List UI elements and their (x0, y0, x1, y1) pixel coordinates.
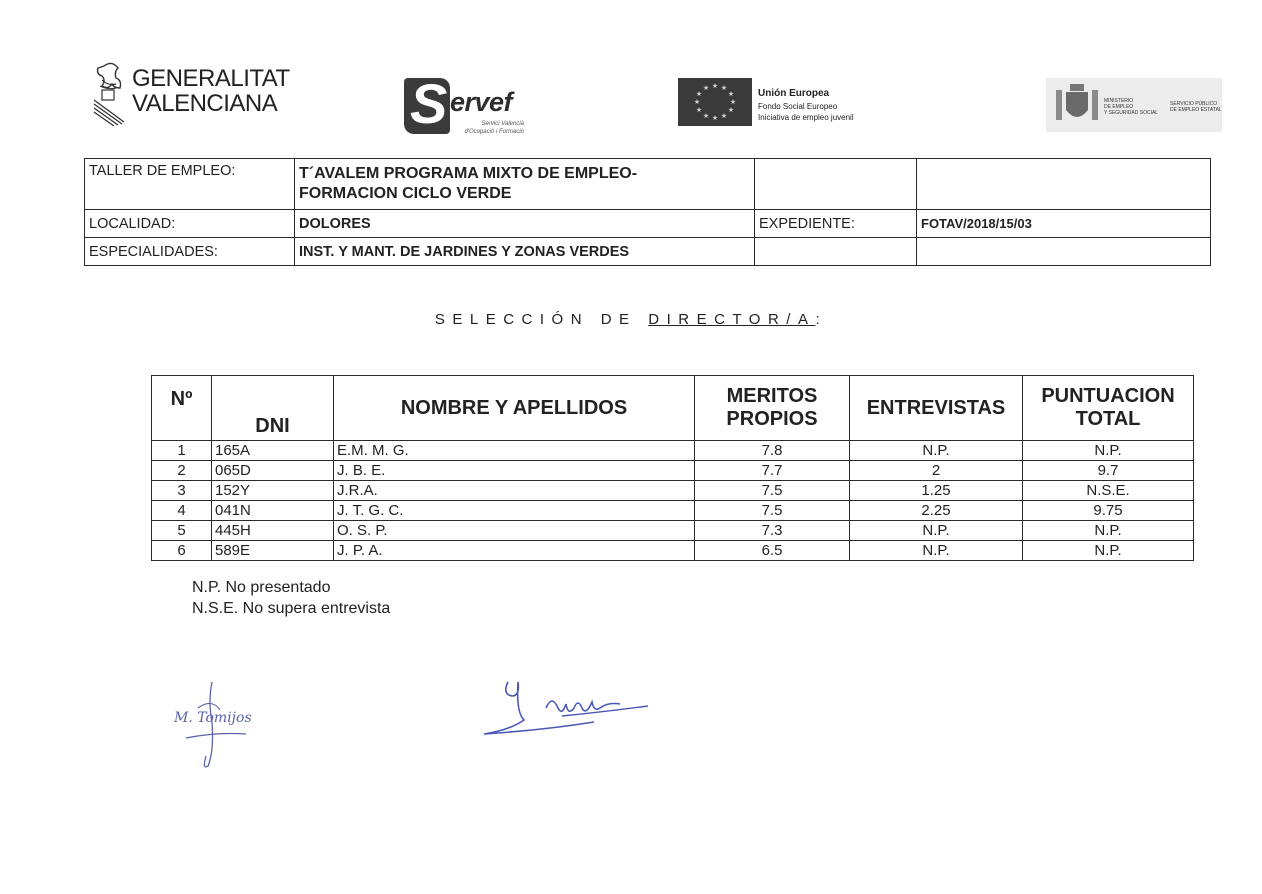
row-total: N.P. (1023, 521, 1194, 541)
row-entrevistas: N.P. (850, 541, 1023, 561)
row-dni: 445H (212, 521, 334, 541)
servef-s-letter: S (410, 72, 448, 135)
note-no-presentado: N.P. No presentado (192, 579, 331, 596)
table-row (152, 501, 1194, 521)
especialidades-empty-cell-1 (755, 238, 917, 266)
svg-text:★: ★ (727, 106, 735, 114)
expediente-value: FOTAV/2018/15/03 (917, 210, 1211, 238)
header-puntuacion: PUNTUACION TOTAL (1023, 376, 1194, 441)
servef-s-block (404, 72, 450, 135)
servef-subtitle-2: d'Ocupació i Formació (464, 129, 524, 135)
especialidades-label: ESPECIALIDADES: (85, 238, 295, 266)
table-row (152, 521, 1194, 541)
signature-left (168, 676, 268, 776)
row-nombre: J. T. G. C. (334, 501, 695, 521)
eu-flag-icon (678, 78, 752, 126)
note-no-supera: N.S.E. No supera entrevista (192, 600, 391, 617)
svg-text:★: ★ (711, 82, 719, 90)
row-num: 4 (152, 501, 212, 521)
row-entrevistas: 1.25 (850, 481, 1023, 501)
row-total: N.P. (1023, 541, 1194, 561)
section-title-prefix: SELECCIÓN DE (434, 311, 649, 328)
workshop-info-table (84, 158, 1211, 266)
header-num: Nº (152, 376, 212, 441)
row-meritos: 7.5 (695, 501, 850, 521)
table-row (152, 481, 1194, 501)
row-entrevistas: N.P. (850, 521, 1023, 541)
signature-left-drawing (168, 676, 268, 776)
row-num: 3 (152, 481, 212, 501)
svg-text:★: ★ (693, 98, 701, 106)
table-row (152, 461, 1194, 481)
row-total: 9.7 (1023, 461, 1194, 481)
expediente-label: EXPEDIENTE: (755, 210, 917, 238)
row-total: N.S.E. (1023, 481, 1194, 501)
row-meritos: 7.5 (695, 481, 850, 501)
servef-word: ervef (450, 87, 513, 117)
svg-text:★: ★ (695, 90, 703, 98)
svg-text:★: ★ (720, 84, 728, 92)
row-total: 9.75 (1023, 501, 1194, 521)
row-dni: 165A (212, 441, 334, 461)
info-row-especialidades (85, 238, 1211, 266)
row-dni: 152Y (212, 481, 334, 501)
svg-text:★: ★ (702, 112, 710, 120)
localidad-value: DOLORES (295, 210, 755, 238)
svg-text:★: ★ (711, 114, 719, 122)
row-total: N.P. (1023, 441, 1194, 461)
taller-value: T´AVALEM PROGRAMA MIXTO DE EMPLEO- FORMACION CICLO VERDE (295, 159, 755, 210)
ministerio-line-3: Y SEGURIDAD SOCIAL (1104, 110, 1159, 116)
row-meritos: 7.7 (695, 461, 850, 481)
localidad-label: LOCALIDAD: (85, 210, 295, 238)
sepe-line-2: DE EMPLEO ESTATAL (1170, 107, 1222, 113)
info-row-taller (85, 159, 1211, 210)
eu-initiative-line: Iniciativa de empleo juvenil (758, 113, 854, 122)
row-num: 2 (152, 461, 212, 481)
servef-logo (404, 72, 534, 138)
eu-stars-icon (678, 78, 752, 126)
row-entrevistas: 2 (850, 461, 1023, 481)
taller-empty-cell-2 (917, 159, 1211, 210)
row-dni: 589E (212, 541, 334, 561)
row-meritos: 7.8 (695, 441, 850, 461)
row-num: 5 (152, 521, 212, 541)
selection-results-table (151, 375, 1194, 561)
servef-subtitle-1: Servici Valencià (481, 121, 524, 127)
row-entrevistas: 2.25 (850, 501, 1023, 521)
generalitat-emblem-icon (90, 60, 130, 126)
row-num: 6 (152, 541, 212, 561)
ministerio-empleo-logo (1046, 78, 1222, 132)
section-title-role: DIRECTOR/A (648, 311, 816, 328)
row-num: 1 (152, 441, 212, 461)
row-meritos: 6.5 (695, 541, 850, 561)
union-europea-logo (678, 78, 898, 128)
header-nombre: NOMBRE Y APELLIDOS (334, 376, 695, 441)
svg-text:★: ★ (729, 98, 737, 106)
header-entrevistas: ENTREVISTAS (850, 376, 1023, 441)
sepe-line-1: SERVICIO PÚBLICO (1170, 101, 1218, 107)
taller-empty-cell-1 (755, 159, 917, 210)
especialidades-value: INST. Y MANT. DE JARDINES Y ZONAS VERDES (295, 238, 755, 266)
results-header-row (152, 376, 1194, 441)
signature-right (472, 672, 662, 744)
row-dni: 041N (212, 501, 334, 521)
svg-text:★: ★ (695, 106, 703, 114)
row-nombre: J. B. E. (334, 461, 695, 481)
taller-label: TALLER DE EMPLEO: (85, 159, 295, 210)
row-meritos: 7.3 (695, 521, 850, 541)
row-nombre: E.M. M. G. (334, 441, 695, 461)
row-entrevistas: N.P. (850, 441, 1023, 461)
signature-right-drawing (472, 672, 662, 744)
header-meritos: MERITOS PROPIOS (695, 376, 850, 441)
section-title-suffix: : (815, 311, 828, 328)
svg-text:★: ★ (702, 84, 710, 92)
generalitat-valenciana-logo (90, 60, 290, 126)
generalitat-text: GENERALITAT VALENCIANA (132, 65, 290, 117)
spain-coat-of-arms-icon (1054, 82, 1100, 128)
table-row (152, 541, 1194, 561)
row-nombre: J.R.A. (334, 481, 695, 501)
ministerio-line-1: MINISTERIO (1104, 98, 1134, 104)
ministerio-line-2: DE EMPLEO (1104, 104, 1134, 110)
eu-fund-line: Fondo Social Europeo (758, 102, 838, 111)
header-dni: DNI (212, 376, 334, 441)
eu-title: Unión Europea (758, 88, 830, 99)
row-nombre: O. S. P. (334, 521, 695, 541)
especialidades-empty-cell-2 (917, 238, 1211, 266)
row-dni: 065D (212, 461, 334, 481)
svg-text:★: ★ (720, 112, 728, 120)
table-row (152, 441, 1194, 461)
section-title (0, 311, 1262, 328)
svg-text:★: ★ (727, 90, 735, 98)
info-row-localidad (85, 210, 1211, 238)
row-nombre: J. P. A. (334, 541, 695, 561)
signature-left-text: M. Tomijos (174, 710, 252, 726)
